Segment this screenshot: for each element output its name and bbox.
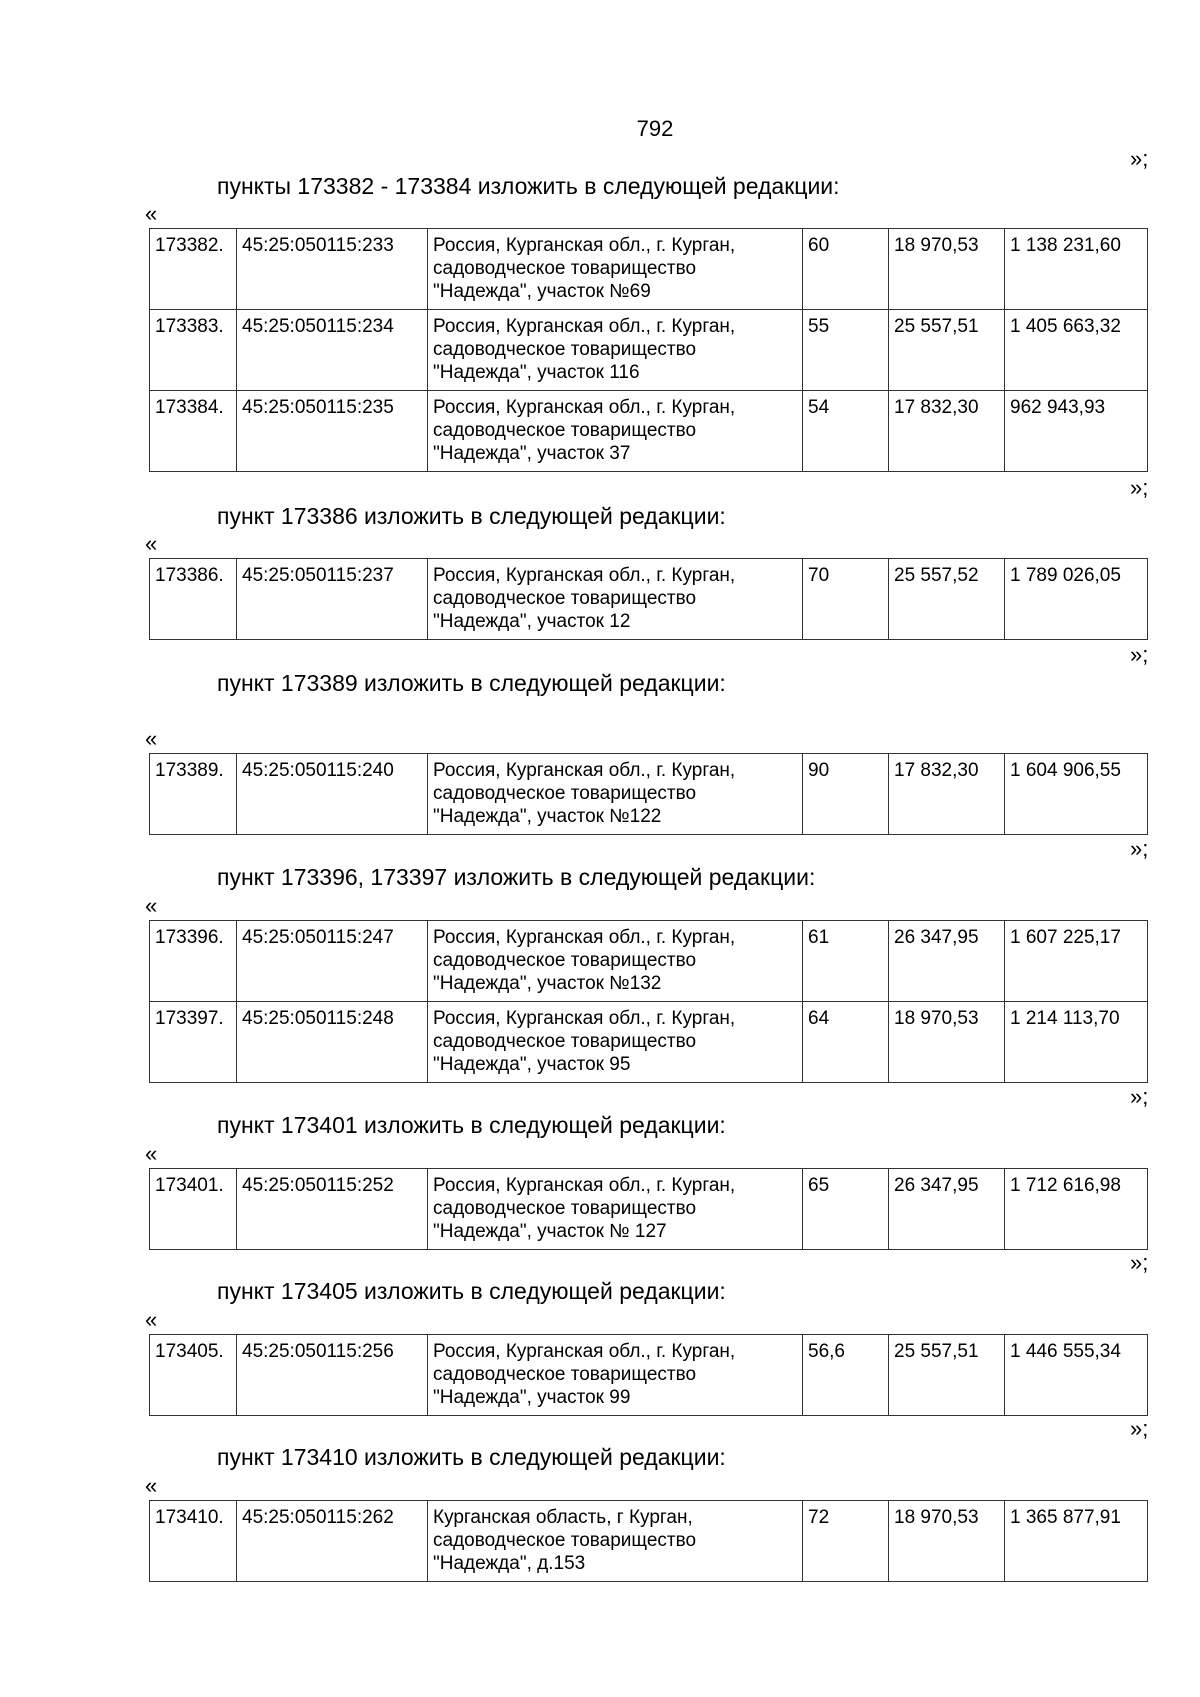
cadastral-number: 45:25:050115:252 (237, 1169, 428, 1250)
closing-quote: »; (1130, 475, 1149, 500)
row-number: 173401. (150, 1169, 237, 1250)
amendment-table (149, 753, 1148, 835)
row-number: 173386. (150, 559, 237, 640)
row-number: 173410. (150, 1501, 237, 1582)
table-row (150, 1169, 1148, 1250)
cadastral-number: 45:25:050115:248 (237, 1002, 428, 1083)
area-cell: 90 (803, 754, 889, 835)
rate-cell: 25 557,51 (889, 1335, 1005, 1416)
section-heading: пункт 173389 изложить в следующей редакции: (217, 670, 726, 696)
amendment-table (149, 1500, 1148, 1582)
amendment-table (149, 1334, 1148, 1416)
table-row (150, 921, 1148, 1002)
row-number: 173396. (150, 921, 237, 1002)
opening-quote: « (145, 201, 158, 226)
opening-quote: « (145, 531, 158, 556)
address-cell: Россия, Курганская обл., г. Курган, садоводческое товарищество "Надежда", участок №132 (428, 921, 803, 1002)
total-cell: 1 604 906,55 (1005, 754, 1148, 835)
rate-cell: 17 832,30 (889, 754, 1005, 835)
cadastral-number: 45:25:050115:256 (237, 1335, 428, 1416)
cadastral-number: 45:25:050115:262 (237, 1501, 428, 1582)
row-number: 173389. (150, 754, 237, 835)
total-cell: 1 365 877,91 (1005, 1501, 1148, 1582)
closing-quote: »; (1130, 146, 1149, 171)
closing-quote: »; (1130, 1084, 1149, 1109)
rate-cell: 18 970,53 (889, 1002, 1005, 1083)
total-cell: 1 446 555,34 (1005, 1335, 1148, 1416)
rate-cell: 25 557,51 (889, 310, 1005, 391)
closing-quote: »; (1130, 1250, 1149, 1275)
area-cell: 72 (803, 1501, 889, 1582)
amendment-table (149, 920, 1148, 1083)
closing-quote: »; (1130, 1416, 1149, 1441)
amendment-table (149, 228, 1148, 472)
address-cell: Россия, Курганская обл., г. Курган, садоводческое товарищество "Надежда", участок 95 (428, 1002, 803, 1083)
address-cell: Россия, Курганская обл., г. Курган, садоводческое товарищество "Надежда", участок 99 (428, 1335, 803, 1416)
rate-cell: 26 347,95 (889, 921, 1005, 1002)
section-heading: пункт 173386 изложить в следующей редакции: (217, 503, 726, 529)
rate-cell: 25 557,52 (889, 559, 1005, 640)
opening-quote: « (145, 893, 158, 918)
section-heading: пункт 173396, 173397 изложить в следующей редакции: (217, 864, 816, 890)
area-cell: 54 (803, 391, 889, 472)
opening-quote: « (145, 1141, 158, 1166)
row-number: 173383. (150, 310, 237, 391)
table-row (150, 229, 1148, 310)
rate-cell: 18 970,53 (889, 1501, 1005, 1582)
cadastral-number: 45:25:050115:233 (237, 229, 428, 310)
table-row (150, 391, 1148, 472)
total-cell: 1 712 616,98 (1005, 1169, 1148, 1250)
section-heading: пункты 173382 - 173384 изложить в следующей редакции: (217, 173, 840, 199)
cadastral-number: 45:25:050115:235 (237, 391, 428, 472)
table-row (150, 754, 1148, 835)
amendment-table (149, 1168, 1148, 1250)
closing-quote: »; (1130, 642, 1149, 667)
opening-quote: « (145, 726, 158, 751)
section-heading: пункт 173405 изложить в следующей редакции: (217, 1278, 726, 1304)
area-cell: 61 (803, 921, 889, 1002)
area-cell: 64 (803, 1002, 889, 1083)
address-cell: Россия, Курганская обл., г. Курган, садоводческое товарищество "Надежда", участок №122 (428, 754, 803, 835)
cadastral-number: 45:25:050115:240 (237, 754, 428, 835)
address-cell: Россия, Курганская обл., г. Курган, садоводческое товарищество "Надежда", участок № 127 (428, 1169, 803, 1250)
address-cell: Россия, Курганская обл., г. Курган, садоводческое товарищество "Надежда", участок 116 (428, 310, 803, 391)
address-cell: Россия, Курганская обл., г. Курган, садоводческое товарищество "Надежда", участок 37 (428, 391, 803, 472)
address-cell: Россия, Курганская обл., г. Курган, садоводческое товарищество "Надежда", участок №69 (428, 229, 803, 310)
opening-quote: « (145, 1473, 158, 1498)
area-cell: 70 (803, 559, 889, 640)
area-cell: 60 (803, 229, 889, 310)
cadastral-number: 45:25:050115:237 (237, 559, 428, 640)
amendment-table (149, 558, 1148, 640)
section-heading: пункт 173410 изложить в следующей редакции: (217, 1444, 726, 1470)
table-row (150, 310, 1148, 391)
cadastral-number: 45:25:050115:234 (237, 310, 428, 391)
table-row (150, 1002, 1148, 1083)
area-cell: 56,6 (803, 1335, 889, 1416)
row-number: 173384. (150, 391, 237, 472)
total-cell: 1 607 225,17 (1005, 921, 1148, 1002)
rate-cell: 26 347,95 (889, 1169, 1005, 1250)
page-number: 792 (636, 116, 674, 141)
rate-cell: 17 832,30 (889, 391, 1005, 472)
total-cell: 962 943,93 (1005, 391, 1148, 472)
row-number: 173405. (150, 1335, 237, 1416)
total-cell: 1 138 231,60 (1005, 229, 1148, 310)
address-cell: Россия, Курганская обл., г. Курган, садоводческое товарищество "Надежда", участок 12 (428, 559, 803, 640)
closing-quote: »; (1130, 836, 1149, 861)
area-cell: 55 (803, 310, 889, 391)
cadastral-number: 45:25:050115:247 (237, 921, 428, 1002)
table-row (150, 559, 1148, 640)
opening-quote: « (145, 1307, 158, 1332)
row-number: 173382. (150, 229, 237, 310)
table-row (150, 1335, 1148, 1416)
row-number: 173397. (150, 1002, 237, 1083)
area-cell: 65 (803, 1169, 889, 1250)
total-cell: 1 405 663,32 (1005, 310, 1148, 391)
total-cell: 1 214 113,70 (1005, 1002, 1148, 1083)
address-cell: Курганская область, г Курган, садоводческое товарищество "Надежда", д.153 (428, 1501, 803, 1582)
table-row (150, 1501, 1148, 1582)
section-heading: пункт 173401 изложить в следующей редакции: (217, 1112, 726, 1138)
total-cell: 1 789 026,05 (1005, 559, 1148, 640)
rate-cell: 18 970,53 (889, 229, 1005, 310)
